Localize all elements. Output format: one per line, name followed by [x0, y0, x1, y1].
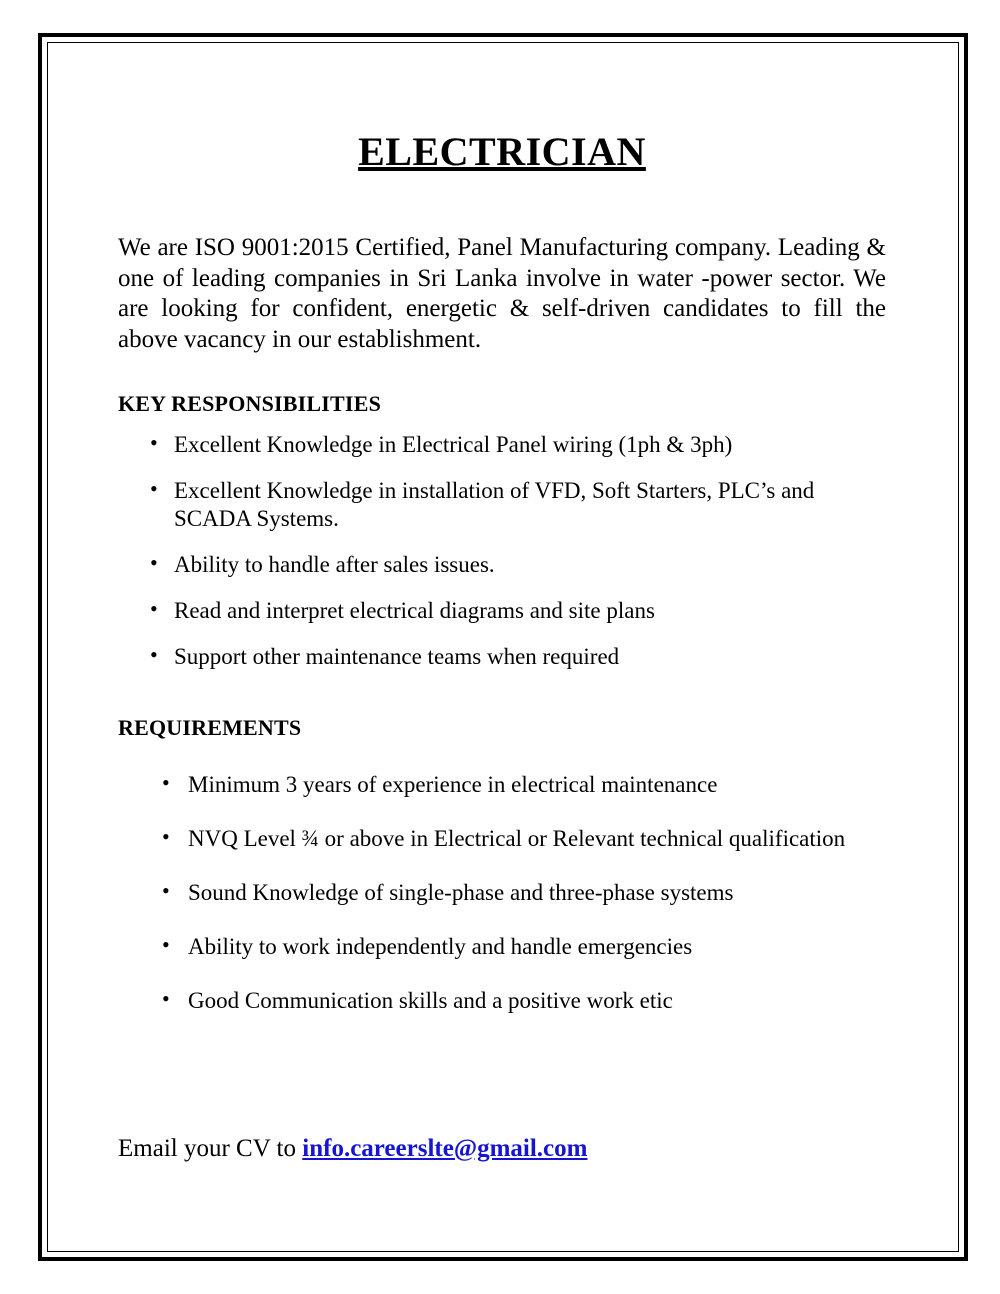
- list-item: • Excellent Knowledge in Electrical Panel wiring (1ph & 3ph): [118, 431, 886, 459]
- document-content: [118, 120, 886, 1164]
- key-responsibilities-list: [118, 431, 886, 671]
- contact-prefix: Email your CV to: [118, 1134, 303, 1162]
- list-item: • Sound Knowledge of single-phase and three-phase systems: [118, 879, 886, 907]
- requirements-list: [118, 771, 886, 1015]
- list-item: • Minimum 3 years of experience in electrical maintenance: [118, 771, 886, 799]
- contact-line: [118, 1134, 886, 1164]
- intro-paragraph: We are ISO 9001:2015 Certified, Panel Manufacturing company. Leading & one of leading companies in Sri Lanka involve in water -power sector. We are looking for confident, energetic & self-driven candidates to fill the above vacancy in our establishment.: [118, 234, 886, 353]
- list-item: • Read and interpret electrical diagrams and site plans: [118, 597, 886, 625]
- email-link[interactable]: info.careerslte@gmail.com: [302, 1134, 588, 1162]
- list-item: • Ability to work independently and handle emergencies: [118, 933, 886, 961]
- list-item: • Ability to handle after sales issues.: [118, 551, 886, 579]
- page-title: ELECTRICIAN: [358, 129, 646, 174]
- list-item: • Good Communication skills and a positive work etic: [118, 987, 886, 1015]
- list-item: • Support other maintenance teams when required: [118, 643, 886, 671]
- section-heading-requirements: REQUIREMENTS: [118, 715, 302, 741]
- list-item: • Excellent Knowledge in installation of VFD, Soft Starters, PLC’s and SCADA Systems.: [118, 477, 886, 533]
- section-heading-key-responsibilities: KEY RESPONSIBILITIES: [118, 391, 382, 416]
- list-item: • NVQ Level ¾ or above in Electrical or Relevant technical qualification: [118, 825, 886, 853]
